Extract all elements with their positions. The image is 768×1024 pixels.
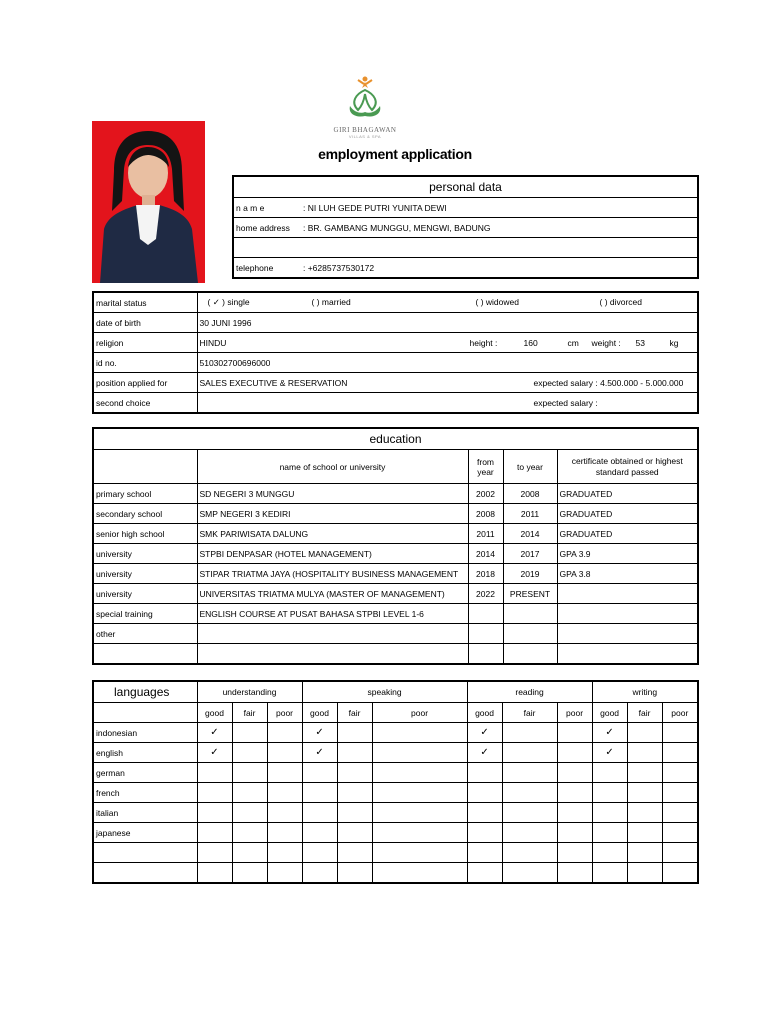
language-level-cell bbox=[302, 823, 337, 843]
language-level-cell bbox=[302, 863, 337, 884]
level-header-poor: poor bbox=[267, 703, 302, 723]
language-row bbox=[93, 843, 698, 863]
speaking-header: speaking bbox=[302, 681, 467, 703]
id-value: 510302700696000 bbox=[197, 353, 698, 373]
education-level-header bbox=[93, 450, 197, 484]
language-level-cell bbox=[627, 723, 662, 743]
languages-table bbox=[92, 680, 699, 884]
education-level-cell: university bbox=[93, 544, 197, 564]
language-level-cell bbox=[557, 823, 592, 843]
weight-unit: kg bbox=[669, 337, 679, 348]
widowed-option: ( ) widowed bbox=[475, 297, 519, 307]
language-level-cell bbox=[197, 823, 232, 843]
dob-label: date of birth bbox=[93, 313, 197, 333]
language-level-cell bbox=[232, 783, 267, 803]
language-level-cell bbox=[662, 803, 698, 823]
checkmark-icon: ✓ bbox=[302, 723, 337, 743]
education-to-cell: 2011 bbox=[503, 504, 557, 524]
language-level-cell bbox=[232, 743, 267, 763]
language-level-cell bbox=[232, 763, 267, 783]
weight-value: 53 bbox=[635, 337, 645, 348]
certificate-header: certificate obtained or highest standard passed bbox=[557, 450, 698, 484]
language-level-cell bbox=[302, 843, 337, 863]
single-option: ( ✓ ) single bbox=[207, 297, 250, 307]
language-level-cell bbox=[557, 843, 592, 863]
language-level-cell bbox=[627, 743, 662, 763]
education-level-cell: other bbox=[93, 624, 197, 644]
education-school-cell: STPBI DENPASAR (HOTEL MANAGEMENT) bbox=[197, 544, 468, 564]
language-level-cell bbox=[372, 763, 467, 783]
dob-value: 30 JUNI 1996 bbox=[197, 313, 698, 333]
education-from-cell: 2018 bbox=[468, 564, 503, 584]
education-from-cell bbox=[468, 624, 503, 644]
education-school-cell: SMP NEGERI 3 KEDIRI bbox=[197, 504, 468, 524]
language-name: japanese bbox=[93, 823, 197, 843]
language-level-cell bbox=[662, 723, 698, 743]
education-school-cell: SMK PARIWISATA DALUNG bbox=[197, 524, 468, 544]
address-continued-value bbox=[301, 238, 698, 258]
education-row bbox=[93, 604, 698, 624]
education-to-cell: 2014 bbox=[503, 524, 557, 544]
education-table bbox=[92, 427, 699, 665]
height-unit: cm bbox=[567, 337, 579, 348]
checkmark-icon: ✓ bbox=[302, 743, 337, 763]
marital-status-label: marital status bbox=[93, 292, 197, 313]
expected-salary: expected salary : 4.500.000 - 5.000.000 bbox=[533, 377, 684, 388]
language-level-cell bbox=[592, 863, 627, 884]
language-level-cell bbox=[557, 723, 592, 743]
education-to-cell: 2017 bbox=[503, 544, 557, 564]
divorced-option: ( ) divorced bbox=[599, 297, 643, 307]
language-level-cell bbox=[372, 823, 467, 843]
education-header: education bbox=[93, 428, 698, 450]
language-name bbox=[93, 863, 197, 884]
logo-wordmark: GIRI BHAGAWAN bbox=[333, 126, 397, 134]
education-cert-cell: GRADUATED bbox=[557, 484, 698, 504]
language-level-cell bbox=[337, 803, 372, 823]
language-level-cell bbox=[267, 763, 302, 783]
language-name-header bbox=[93, 703, 197, 723]
applicant-photo bbox=[92, 121, 205, 283]
language-name: english bbox=[93, 743, 197, 763]
level-header-fair: fair bbox=[232, 703, 267, 723]
language-level-cell bbox=[557, 743, 592, 763]
language-level-cell bbox=[502, 763, 557, 783]
education-row bbox=[93, 644, 698, 665]
school-column-header: name of school or university bbox=[197, 450, 468, 484]
language-level-cell bbox=[502, 823, 557, 843]
language-level-cell bbox=[502, 803, 557, 823]
language-level-cell bbox=[302, 783, 337, 803]
page-title: employment application bbox=[318, 146, 472, 162]
education-cert-cell bbox=[557, 644, 698, 665]
education-level-cell: senior high school bbox=[93, 524, 197, 544]
education-row bbox=[93, 504, 698, 524]
language-level-cell bbox=[267, 723, 302, 743]
height-value: 160 bbox=[523, 337, 538, 348]
checkmark-icon: ✓ bbox=[197, 723, 232, 743]
language-row bbox=[93, 743, 698, 763]
language-level-cell bbox=[467, 803, 502, 823]
language-level-cell bbox=[337, 743, 372, 763]
language-level-cell bbox=[662, 823, 698, 843]
level-header-fair: fair bbox=[337, 703, 372, 723]
language-row bbox=[93, 803, 698, 823]
level-header-fair: fair bbox=[627, 703, 662, 723]
position-value: SALES EXECUTIVE & RESERVATION bbox=[199, 377, 348, 388]
language-name: italian bbox=[93, 803, 197, 823]
education-row bbox=[93, 564, 698, 584]
language-level-cell bbox=[627, 763, 662, 783]
reading-header: reading bbox=[467, 681, 592, 703]
education-cert-cell: GPA 3.8 bbox=[557, 564, 698, 584]
education-cert-cell bbox=[557, 604, 698, 624]
married-option: ( ) married bbox=[311, 297, 351, 307]
language-level-cell bbox=[557, 783, 592, 803]
language-level-cell bbox=[662, 763, 698, 783]
language-row bbox=[93, 763, 698, 783]
language-level-cell bbox=[662, 783, 698, 803]
address-continued bbox=[233, 238, 301, 258]
language-level-cell bbox=[662, 743, 698, 763]
education-level-cell: university bbox=[93, 564, 197, 584]
language-level-cell bbox=[267, 803, 302, 823]
level-header-poor: poor bbox=[557, 703, 592, 723]
education-to-cell bbox=[503, 624, 557, 644]
education-to-cell bbox=[503, 644, 557, 665]
language-level-cell bbox=[267, 743, 302, 763]
language-level-cell bbox=[592, 803, 627, 823]
language-level-cell bbox=[197, 803, 232, 823]
checkmark-icon: ✓ bbox=[467, 743, 502, 763]
language-level-cell bbox=[627, 823, 662, 843]
religion-row bbox=[197, 333, 698, 353]
language-level-cell bbox=[267, 783, 302, 803]
checkmark-icon: ✓ bbox=[197, 743, 232, 763]
applicant-details-table bbox=[92, 291, 699, 414]
level-header-fair: fair bbox=[502, 703, 557, 723]
language-level-cell bbox=[627, 803, 662, 823]
portrait-icon bbox=[92, 121, 205, 283]
language-level-cell bbox=[592, 763, 627, 783]
language-level-cell bbox=[592, 843, 627, 863]
language-level-cell bbox=[267, 863, 302, 884]
languages-header: languages bbox=[93, 681, 197, 703]
language-name: indonesian bbox=[93, 723, 197, 743]
company-logo bbox=[320, 72, 410, 140]
religion-value: HINDU bbox=[199, 337, 227, 348]
language-level-cell bbox=[467, 783, 502, 803]
language-level-cell bbox=[372, 723, 467, 743]
language-level-cell bbox=[627, 783, 662, 803]
education-to-cell: 2008 bbox=[503, 484, 557, 504]
language-level-cell bbox=[467, 843, 502, 863]
education-row bbox=[93, 544, 698, 564]
language-row bbox=[93, 823, 698, 843]
education-cert-cell bbox=[557, 584, 698, 604]
language-level-cell bbox=[232, 823, 267, 843]
language-level-cell bbox=[302, 803, 337, 823]
language-level-cell bbox=[627, 843, 662, 863]
education-level-cell: university bbox=[93, 584, 197, 604]
language-level-cell bbox=[557, 803, 592, 823]
education-row bbox=[93, 584, 698, 604]
education-school-cell: ENGLISH COURSE AT PUSAT BAHASA STPBI LEVEL 1-6 bbox=[197, 604, 468, 624]
language-level-cell bbox=[232, 863, 267, 884]
lotus-emblem-icon bbox=[320, 72, 410, 124]
language-level-cell bbox=[502, 863, 557, 884]
language-level-cell bbox=[662, 843, 698, 863]
education-to-cell: PRESENT bbox=[503, 584, 557, 604]
second-choice-row bbox=[197, 393, 698, 414]
position-row bbox=[197, 373, 698, 393]
language-level-cell bbox=[197, 783, 232, 803]
language-level-cell bbox=[592, 823, 627, 843]
education-to-cell bbox=[503, 604, 557, 624]
to-year-header: to year bbox=[503, 450, 557, 484]
language-level-cell bbox=[372, 743, 467, 763]
education-level-cell: primary school bbox=[93, 484, 197, 504]
language-level-cell bbox=[267, 823, 302, 843]
personal-data-header: personal data bbox=[233, 176, 698, 198]
education-school-cell: UNIVERSITAS TRIATMA MULYA (MASTER OF MANAGEMENT) bbox=[197, 584, 468, 604]
second-expected-salary: expected salary : bbox=[533, 397, 598, 408]
education-school-cell: STIPAR TRIATMA JAYA (HOSPITALITY BUSINESS MANAGEMENT bbox=[197, 564, 468, 584]
language-level-cell bbox=[372, 843, 467, 863]
writing-header: writing bbox=[592, 681, 698, 703]
education-from-cell: 2008 bbox=[468, 504, 503, 524]
education-from-cell: 2022 bbox=[468, 584, 503, 604]
understanding-header: understanding bbox=[197, 681, 302, 703]
name-value: : NI LUH GEDE PUTRI YUNITA DEWI bbox=[301, 198, 698, 218]
language-level-cell bbox=[502, 843, 557, 863]
language-level-cell bbox=[197, 843, 232, 863]
language-row bbox=[93, 783, 698, 803]
education-from-cell bbox=[468, 604, 503, 624]
checkmark-icon: ✓ bbox=[592, 723, 627, 743]
language-row bbox=[93, 723, 698, 743]
education-from-cell: 2014 bbox=[468, 544, 503, 564]
language-level-cell bbox=[467, 863, 502, 884]
education-level-cell: special training bbox=[93, 604, 197, 624]
education-school-cell bbox=[197, 644, 468, 665]
height-label: height : bbox=[469, 337, 498, 348]
language-name bbox=[93, 843, 197, 863]
level-header-poor: poor bbox=[372, 703, 467, 723]
language-level-cell bbox=[197, 763, 232, 783]
language-level-cell bbox=[592, 783, 627, 803]
language-level-cell bbox=[557, 863, 592, 884]
education-school-cell bbox=[197, 624, 468, 644]
education-level-cell: secondary school bbox=[93, 504, 197, 524]
language-level-cell bbox=[372, 783, 467, 803]
language-level-cell bbox=[502, 723, 557, 743]
language-level-cell bbox=[662, 863, 698, 884]
id-label: id no. bbox=[93, 353, 197, 373]
education-cert-cell: GRADUATED bbox=[557, 524, 698, 544]
telephone-label: telephone bbox=[233, 258, 301, 279]
position-label: position applied for bbox=[93, 373, 197, 393]
language-name: german bbox=[93, 763, 197, 783]
language-level-cell bbox=[557, 763, 592, 783]
education-school-cell: SD NEGERI 3 MUNGGU bbox=[197, 484, 468, 504]
name-label: n a m e bbox=[233, 198, 301, 218]
education-row bbox=[93, 624, 698, 644]
level-header-good: good bbox=[467, 703, 502, 723]
language-level-cell bbox=[337, 763, 372, 783]
language-level-cell bbox=[337, 863, 372, 884]
checkmark-icon: ✓ bbox=[467, 723, 502, 743]
address-value: : BR. GAMBANG MUNGGU, MENGWI, BADUNG bbox=[301, 218, 698, 238]
education-row bbox=[93, 484, 698, 504]
language-level-cell bbox=[232, 723, 267, 743]
language-level-cell bbox=[502, 783, 557, 803]
language-level-cell bbox=[502, 743, 557, 763]
address-label: home address bbox=[233, 218, 301, 238]
level-header-good: good bbox=[302, 703, 337, 723]
education-level-cell bbox=[93, 644, 197, 665]
weight-label: weight : bbox=[591, 337, 621, 348]
language-level-cell bbox=[337, 783, 372, 803]
language-level-cell bbox=[232, 803, 267, 823]
language-level-cell bbox=[337, 823, 372, 843]
language-level-cell bbox=[467, 763, 502, 783]
language-level-cell bbox=[467, 823, 502, 843]
education-from-cell: 2002 bbox=[468, 484, 503, 504]
level-header-good: good bbox=[197, 703, 232, 723]
from-year-header: from year bbox=[468, 450, 503, 484]
level-header-poor: poor bbox=[662, 703, 698, 723]
language-row bbox=[93, 863, 698, 884]
education-from-cell: 2011 bbox=[468, 524, 503, 544]
level-header-good: good bbox=[592, 703, 627, 723]
education-cert-cell: GRADUATED bbox=[557, 504, 698, 524]
education-row bbox=[93, 524, 698, 544]
language-name: french bbox=[93, 783, 197, 803]
education-cert-cell: GPA 3.9 bbox=[557, 544, 698, 564]
language-level-cell bbox=[267, 843, 302, 863]
second-choice-label: second choice bbox=[93, 393, 197, 414]
language-level-cell bbox=[197, 863, 232, 884]
logo-tagline: VILLAS & SPA bbox=[348, 134, 382, 139]
education-to-cell: 2019 bbox=[503, 564, 557, 584]
education-cert-cell bbox=[557, 624, 698, 644]
language-level-cell bbox=[302, 763, 337, 783]
language-level-cell bbox=[337, 843, 372, 863]
personal-data-table bbox=[232, 175, 699, 279]
checkmark-icon: ✓ bbox=[592, 743, 627, 763]
language-level-cell bbox=[337, 723, 372, 743]
telephone-value: : +6285737530172 bbox=[301, 258, 698, 279]
language-level-cell bbox=[627, 863, 662, 884]
marital-status-options bbox=[197, 292, 698, 313]
religion-label: religion bbox=[93, 333, 197, 353]
language-level-cell bbox=[372, 803, 467, 823]
education-from-cell bbox=[468, 644, 503, 665]
language-level-cell bbox=[372, 863, 467, 884]
language-level-cell bbox=[232, 843, 267, 863]
